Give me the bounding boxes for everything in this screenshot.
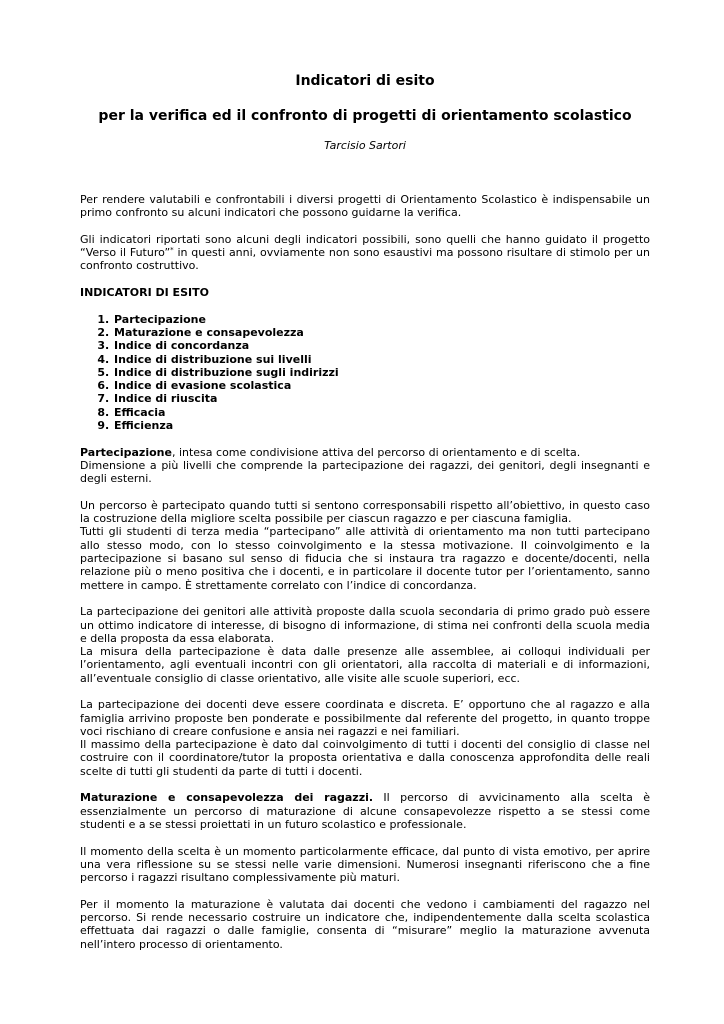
intro-text-after-mark: in questi anni, ovviamente non sono esaustivi ma possono risultare di stimolo per un confronto costruttivo. — [80, 246, 650, 273]
maturation-lead: Maturazione e consapevolezza dei ragazzi. — [80, 791, 374, 805]
list-item: 9. Efficienza — [113, 419, 650, 432]
intro-paragraph-2 — [80, 233, 650, 273]
intro-paragraph-1: Per rendere valutabili e confrontabili i diversi progetti di Orientamento Scolastico è indispensabile un primo confronto su alcuni indicatori che possono guidarne la verifica. — [80, 193, 650, 220]
document-author: Tarcisio Sartori — [324, 139, 406, 152]
intro-text-before-mark: Gli indicatori riportati sono alcuni degli indicatori possibili, sono quelli che hanno guidato il progetto “Verso il Futuro” — [80, 232, 650, 260]
list-item: 1. Partecipazione — [113, 313, 650, 326]
document-body — [80, 193, 650, 951]
participation-lead: Partecipazione — [80, 445, 172, 459]
footnote-mark: * — [170, 246, 174, 255]
participation-paragraph-4b: Il massimo della partecipazione è dato dal coinvolgimento di tutti i docenti del consiglio di classe nel costruire con il coordinatore/tutor la proposta orientativa e dalla conoscenza approfondita delle reali scelte di tutti gli studenti da parte di tutti i docenti. — [80, 738, 650, 778]
document-subtitle: per la verifica ed il confronto di progetti di orientamento scolastico — [98, 108, 632, 124]
participation-paragraph-3a: La partecipazione dei genitori alle attività proposte dalla scuola secondaria di primo grado può essere un ottimo indicatore di interesse, di bisogno di informazione, di stima nei confronti della scuola media e della proposta da essa elaborata. — [80, 605, 650, 645]
list-item: 4. Indice di distribuzione sui livelli — [113, 353, 650, 366]
participation-paragraph-4a: La partecipazione dei docenti deve essere coordinata e discreta. E’ opportuno che al ragazzo e alla famiglia arrivino proposte ben ponderate e possibilmente dal referente del progetto, in quanto troppe voci rischiano di creare confusione e ansia nei ragazzi e nei familiari. — [80, 698, 650, 738]
participation-paragraph-2a: Un percorso è partecipato quando tutti si sentono corresponsabili rispetto all’obiettivo, in questo caso la costruzione della migliore scelta possibile per ciascun ragazzo e per ciascuna famiglia. — [80, 498, 650, 526]
indicators-list — [80, 313, 650, 433]
list-item: 5. Indice di distribuzione sugli indirizzi — [113, 366, 650, 379]
maturation-lead-rest: Il percorso di avvicinamento alla scelta è essenzialmente un percorso di maturazione di alcune consapevolezze rispetto a se stessi come studenti e a se stessi proiettati in un futuro scolastico e professionale. — [80, 791, 650, 831]
list-item: 8. Efficacia — [113, 406, 650, 419]
participation-lead-rest: , intesa come condivisione attiva del percorso di orientamento e di scelta. — [171, 445, 581, 459]
indicators-heading: INDICATORI DI ESITO — [80, 286, 209, 300]
participation-paragraph-2b: Tutti gli studenti di terza media “partecipano” alle attività di orientamento ma non tutti partecipano allo stesso modo, con lo stesso coinvolgimento e la stessa motivazione. Il coinvolgimento e la partecipazione si basano sul senso di fiducia che si instaura tra ragazzo e docente/docenti, nella relazione più o meno positiva che i docenti, e in particolare il docente tutor per l’orientamento, sanno mettere in campo. È strettamente correlato con l’indice di concordanza. — [80, 525, 650, 592]
list-item: 7. Indice di riuscita — [113, 392, 650, 405]
maturation-paragraph-3: Per il momento la maturazione è valutata dai docenti che vedono i cambiamenti del ragazzo nel percorso. Si rende necessario costruire un indicatore che, indipendentemente dalla scelta scolastica effettuata dai ragazzi o dalle famiglie, consenta di “misurare” meglio la maturazione avvenuta nell’intero processo di orientamento. — [80, 897, 650, 951]
maturation-paragraph-2: Il momento della scelta è un momento particolarmente efficace, dal punto di vista emotivo, per aprire una vera riflessione su se stessi nelle varie dimensioni. Numerosi insegnanti riferiscono che a fine percorso i ragazzi risultano complessivamente più maturi. — [80, 844, 650, 885]
document-title: Indicatori di esito — [295, 73, 435, 89]
list-item: 6. Indice di evasione scolastica — [113, 379, 650, 392]
list-item: 2. Maturazione e consapevolezza — [113, 326, 650, 339]
participation-paragraph-1 — [80, 446, 650, 459]
maturation-paragraph-1 — [80, 791, 650, 831]
participation-line-2: Dimensione a più livelli che comprende la partecipazione dei ragazzi, dei genitori, degli insegnanti e degli esterni. — [80, 458, 650, 486]
participation-paragraph-3b: La misura della partecipazione è data dalle presenze alle assemblee, ai colloqui individuali per l’orientamento, agli eventuali incontri con gli orientatori, alla raccolta di materiali e di informazioni, all’eventuale consiglio di classe orientativo, alle visite alle scuole superiori, ecc. — [80, 645, 650, 685]
list-item: 3. Indice di concordanza — [113, 339, 650, 352]
